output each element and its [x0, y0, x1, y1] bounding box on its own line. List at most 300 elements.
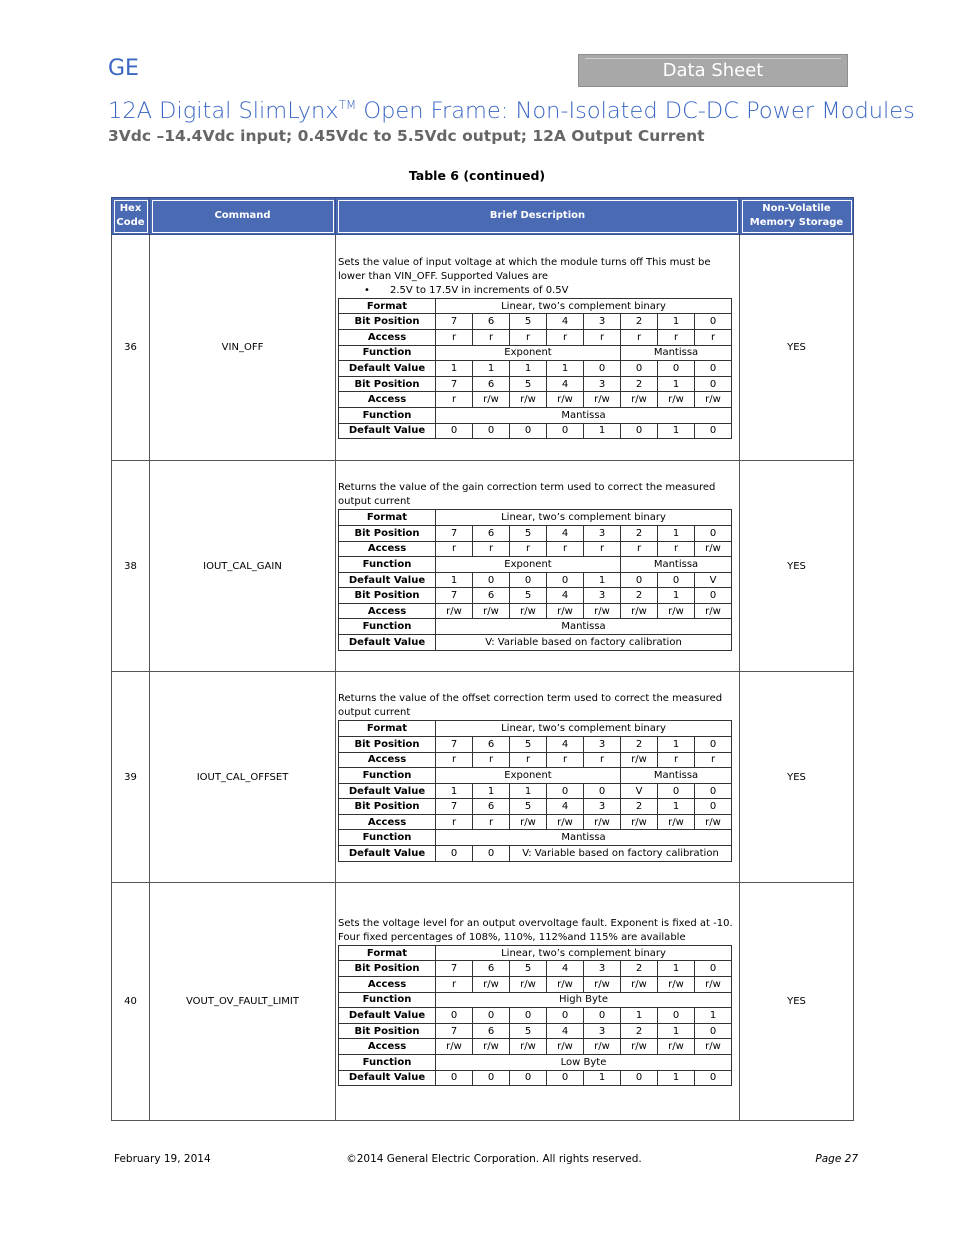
register-value: 7 [436, 1023, 473, 1039]
command-name-cell: IOUT_CAL_OFFSET [150, 672, 336, 883]
data-sheet-banner [578, 54, 848, 87]
register-value: r [658, 752, 695, 768]
register-value: 1 [658, 961, 695, 977]
command-row [112, 883, 854, 1121]
register-label: Default Value [339, 1070, 436, 1086]
register-value: 6 [473, 588, 510, 604]
register-value: 6 [473, 961, 510, 977]
register-row [339, 846, 732, 862]
register-value: V [695, 572, 732, 588]
register-value: 2 [621, 961, 658, 977]
register-value: 0 [695, 314, 732, 330]
header-hex-code-l1: Hex [119, 203, 142, 214]
register-value: r [473, 330, 510, 346]
description-cell [336, 883, 740, 1121]
register-value: r/w [621, 752, 658, 768]
register-value: 0 [621, 1070, 658, 1086]
register-value: 4 [547, 961, 584, 977]
register-value: Low Byte [436, 1054, 732, 1070]
memory-storage-cell: YES [740, 672, 854, 883]
register-value: 0 [584, 1008, 621, 1024]
register-value: Mantissa [436, 619, 732, 635]
register-value: Mantissa [436, 407, 732, 423]
register-value: 0 [695, 588, 732, 604]
register-value: V: Variable based on factory calibration [436, 635, 732, 651]
register-label: Function [339, 619, 436, 635]
page-subtitle: 3Vdc –14.4Vdc input; 0.45Vdc to 5.5Vdc output; 12A Output Current [108, 127, 705, 145]
table-caption: Table 6 (continued) [408, 168, 546, 183]
register-value: r [695, 330, 732, 346]
register-label: Access [339, 541, 436, 557]
register-value: 1 [658, 588, 695, 604]
register-value: r/w [658, 392, 695, 408]
register-value: 1 [473, 361, 510, 377]
register-value: 6 [473, 1023, 510, 1039]
register-label: Access [339, 977, 436, 993]
register-value: 0 [436, 1070, 473, 1086]
register-label: Function [339, 407, 436, 423]
register-value: r [436, 541, 473, 557]
register-label: Format [339, 298, 436, 314]
register-value: r/w [510, 392, 547, 408]
register-value: 0 [658, 1008, 695, 1024]
description-cell [336, 672, 740, 883]
register-value: 3 [584, 961, 621, 977]
register-label: Default Value [339, 361, 436, 377]
register-label: Function [339, 1054, 436, 1070]
register-label: Function [339, 992, 436, 1008]
register-value: r [547, 330, 584, 346]
register-table [338, 945, 732, 1086]
header-hex-code-l2: Code [116, 217, 145, 228]
register-value: r/w [510, 814, 547, 830]
register-value: r/w [658, 603, 695, 619]
register-value: 0 [658, 572, 695, 588]
register-value: 1 [584, 572, 621, 588]
register-value: Exponent [436, 557, 621, 573]
register-row [339, 392, 732, 408]
register-row [339, 298, 732, 314]
register-table [338, 509, 732, 650]
register-row [339, 1054, 732, 1070]
register-value: 0 [436, 423, 473, 439]
register-value: 0 [695, 961, 732, 977]
register-value: 1 [658, 314, 695, 330]
register-value: r/w [510, 603, 547, 619]
register-value: Mantissa [436, 830, 732, 846]
register-value: 1 [658, 525, 695, 541]
hex-code-cell: 36 [112, 235, 150, 461]
register-value: r/w [547, 814, 584, 830]
register-value: 0 [695, 376, 732, 392]
register-value: Linear, two’s complement binary [436, 510, 732, 526]
ge-logo: GE [108, 56, 139, 81]
register-row [339, 721, 732, 737]
register-value: 0 [547, 783, 584, 799]
register-row [339, 945, 732, 961]
register-label: Default Value [339, 635, 436, 651]
register-label: Bit Position [339, 736, 436, 752]
register-value: 1 [473, 783, 510, 799]
register-row [339, 736, 732, 752]
register-value: r/w [658, 814, 695, 830]
register-value: r [658, 330, 695, 346]
register-value: r [473, 814, 510, 830]
register-value: Mantissa [621, 345, 732, 361]
register-value: 2 [621, 525, 658, 541]
register-value: 2 [621, 588, 658, 604]
register-value: r/w [510, 977, 547, 993]
register-row [339, 541, 732, 557]
register-row [339, 619, 732, 635]
register-row [339, 345, 732, 361]
footer-page-number: Page 27 [815, 1153, 858, 1165]
register-value: 0 [658, 361, 695, 377]
register-table [338, 298, 732, 439]
register-value: r [473, 752, 510, 768]
register-value: 0 [547, 423, 584, 439]
register-value: 1 [510, 783, 547, 799]
register-value: Exponent [436, 345, 621, 361]
memory-storage-cell: YES [740, 883, 854, 1121]
register-value: r [510, 752, 547, 768]
register-value: 2 [621, 1023, 658, 1039]
register-value: r/w [695, 977, 732, 993]
footer-date: February 19, 2014 [114, 1153, 211, 1165]
register-row [339, 588, 732, 604]
register-value: 7 [436, 525, 473, 541]
description-text: Returns the value of the gain correction term used to correct the measured output current [338, 482, 716, 508]
register-row [339, 1070, 732, 1086]
register-value: r/w [695, 541, 732, 557]
header-command: Command [150, 198, 336, 235]
register-value: 0 [621, 423, 658, 439]
register-value: r [621, 330, 658, 346]
register-row [339, 635, 732, 651]
register-value: Linear, two’s complement binary [436, 298, 732, 314]
register-value: 0 [547, 572, 584, 588]
register-row [339, 752, 732, 768]
register-value: r [547, 541, 584, 557]
register-label: Default Value [339, 1008, 436, 1024]
register-value: r [436, 752, 473, 768]
register-value: 1 [584, 423, 621, 439]
register-value: 0 [584, 361, 621, 377]
register-label: Access [339, 1039, 436, 1055]
register-value: 4 [547, 376, 584, 392]
pmbus-command-table [111, 197, 854, 1121]
register-value: 5 [510, 588, 547, 604]
register-value: 7 [436, 799, 473, 815]
description-text: Sets the value of input voltage at which the module turns off This must be lower than VIN_OFF. Supported Values are [338, 256, 711, 282]
register-value: r/w [584, 392, 621, 408]
hex-code-cell: 39 [112, 672, 150, 883]
register-value: 0 [695, 525, 732, 541]
register-value: 5 [510, 961, 547, 977]
memory-storage-cell: YES [740, 461, 854, 672]
register-value: 2 [621, 799, 658, 815]
register-label: Format [339, 721, 436, 737]
register-label: Bit Position [339, 525, 436, 541]
register-value: 0 [547, 1070, 584, 1086]
register-row [339, 330, 732, 346]
register-value: 0 [584, 783, 621, 799]
register-value: 5 [510, 736, 547, 752]
register-label: Access [339, 752, 436, 768]
register-label: Bit Position [339, 799, 436, 815]
register-row [339, 961, 732, 977]
command-row [112, 235, 854, 461]
register-value: 0 [658, 783, 695, 799]
register-value: 0 [695, 1023, 732, 1039]
register-value: V: Variable based on factory calibration [510, 846, 732, 862]
register-row [339, 361, 732, 377]
register-value: 0 [510, 1008, 547, 1024]
register-label: Function [339, 768, 436, 784]
register-value: Linear, two’s complement binary [436, 721, 732, 737]
register-value: 1 [658, 423, 695, 439]
register-label: Function [339, 830, 436, 846]
register-label: Bit Position [339, 961, 436, 977]
register-value: r [547, 752, 584, 768]
register-value: r/w [547, 1039, 584, 1055]
register-value: 4 [547, 736, 584, 752]
register-row [339, 572, 732, 588]
register-label: Default Value [339, 423, 436, 439]
register-value: r/w [695, 814, 732, 830]
register-label: Function [339, 557, 436, 573]
register-value: r [510, 541, 547, 557]
register-value: Mantissa [621, 557, 732, 573]
register-value: r/w [436, 603, 473, 619]
register-row [339, 992, 732, 1008]
register-value: 1 [658, 736, 695, 752]
register-value: r [510, 330, 547, 346]
register-value: 0 [436, 846, 473, 862]
register-row [339, 525, 732, 541]
register-value: r/w [584, 977, 621, 993]
header-memory-storage [740, 198, 854, 235]
register-label: Access [339, 330, 436, 346]
description-text: Returns the value of the offset correction term used to correct the measured output current [338, 693, 723, 719]
command-name-cell: IOUT_CAL_GAIN [150, 461, 336, 672]
register-value: 1 [658, 1070, 695, 1086]
register-label: Bit Position [339, 588, 436, 604]
register-label: Access [339, 392, 436, 408]
register-row [339, 314, 732, 330]
register-value: 0 [473, 1008, 510, 1024]
header-memory-storage-l2: Memory Storage [749, 217, 844, 228]
register-value: r/w [547, 603, 584, 619]
register-value: r/w [510, 1039, 547, 1055]
register-value: 1 [510, 361, 547, 377]
header-hex-code [112, 198, 150, 235]
hex-code-cell: 40 [112, 883, 150, 1121]
header-memory-storage-l1: Non-Volatile [762, 203, 831, 214]
register-value: 7 [436, 736, 473, 752]
register-row [339, 799, 732, 815]
register-value: 0 [436, 1008, 473, 1024]
register-row [339, 510, 732, 526]
register-label: Bit Position [339, 1023, 436, 1039]
register-value: 0 [621, 572, 658, 588]
register-value: Exponent [436, 768, 621, 784]
register-table [338, 720, 732, 861]
register-value: 0 [510, 1070, 547, 1086]
register-value: 5 [510, 525, 547, 541]
register-value: r/w [621, 603, 658, 619]
register-value: 0 [473, 423, 510, 439]
register-value: 6 [473, 799, 510, 815]
register-row [339, 783, 732, 799]
register-row [339, 423, 732, 439]
register-value: 2 [621, 314, 658, 330]
register-value: 4 [547, 314, 584, 330]
register-row [339, 977, 732, 993]
register-value: 0 [621, 361, 658, 377]
register-value: 4 [547, 1023, 584, 1039]
register-value: r/w [658, 977, 695, 993]
register-value: High Byte [436, 992, 732, 1008]
register-value: r [695, 752, 732, 768]
register-value: 1 [658, 1023, 695, 1039]
register-value: 7 [436, 314, 473, 330]
register-value: r [436, 392, 473, 408]
register-value: 3 [584, 736, 621, 752]
footer-copyright: ©2014 General Electric Corporation. All rights reserved. [346, 1153, 642, 1165]
register-label: Format [339, 510, 436, 526]
register-value: r/w [584, 603, 621, 619]
memory-storage-cell: YES [740, 235, 854, 461]
register-value: r/w [473, 603, 510, 619]
register-value: 1 [436, 361, 473, 377]
register-value: 0 [695, 423, 732, 439]
register-label: Access [339, 814, 436, 830]
register-value: 0 [695, 783, 732, 799]
banner-label: Data Sheet [662, 60, 764, 81]
register-value: r [584, 752, 621, 768]
register-row [339, 768, 732, 784]
bullet-icon: • [364, 284, 370, 296]
register-row [339, 603, 732, 619]
register-value: r/w [695, 392, 732, 408]
register-value: 5 [510, 376, 547, 392]
register-value: 1 [584, 1070, 621, 1086]
register-row [339, 1039, 732, 1055]
register-value: r/w [584, 814, 621, 830]
register-value: 3 [584, 588, 621, 604]
register-value: 0 [510, 572, 547, 588]
register-value: Mantissa [621, 768, 732, 784]
register-value: 4 [547, 799, 584, 815]
title-rest: Open Frame: Non-Isolated DC-DC Power Modules [356, 98, 915, 124]
register-label: Default Value [339, 846, 436, 862]
page-title [108, 98, 915, 124]
register-value: 7 [436, 961, 473, 977]
title-main: 12A Digital SlimLynx [108, 98, 339, 124]
register-value: 6 [473, 525, 510, 541]
register-value: 0 [695, 799, 732, 815]
register-value: 4 [547, 588, 584, 604]
register-value: 0 [510, 423, 547, 439]
register-row [339, 376, 732, 392]
register-value: r [621, 541, 658, 557]
register-row [339, 557, 732, 573]
register-value: r/w [695, 603, 732, 619]
command-name-cell: VOUT_OV_FAULT_LIMIT [150, 883, 336, 1121]
register-value: 3 [584, 525, 621, 541]
register-value: r/w [473, 977, 510, 993]
description-bullet [338, 284, 737, 298]
register-value: r/w [547, 392, 584, 408]
register-row [339, 1008, 732, 1024]
register-row [339, 814, 732, 830]
register-value: 1 [436, 572, 473, 588]
register-value: 5 [510, 1023, 547, 1039]
register-value: 2 [621, 736, 658, 752]
register-value: r [436, 814, 473, 830]
command-row [112, 461, 854, 672]
hex-code-cell: 38 [112, 461, 150, 672]
register-value: r/w [436, 1039, 473, 1055]
register-value: 4 [547, 525, 584, 541]
register-label: Default Value [339, 572, 436, 588]
register-label: Bit Position [339, 376, 436, 392]
register-value: 1 [621, 1008, 658, 1024]
register-value: 0 [695, 1070, 732, 1086]
register-value: r/w [621, 392, 658, 408]
command-name-cell: VIN_OFF [150, 235, 336, 461]
register-value: V [621, 783, 658, 799]
register-value: 7 [436, 376, 473, 392]
command-row [112, 672, 854, 883]
register-value: r/w [621, 977, 658, 993]
register-value: 5 [510, 799, 547, 815]
register-value: 1 [436, 783, 473, 799]
register-value: 0 [695, 736, 732, 752]
description-cell [336, 235, 740, 461]
register-label: Bit Position [339, 314, 436, 330]
register-value: 3 [584, 1023, 621, 1039]
register-value: 0 [547, 1008, 584, 1024]
register-value: r/w [473, 392, 510, 408]
register-value: 1 [547, 361, 584, 377]
register-value: 1 [658, 799, 695, 815]
register-value: 6 [473, 314, 510, 330]
register-value: r/w [621, 1039, 658, 1055]
bullet-text: 2.5V to 17.5V in increments of 0.5V [390, 284, 569, 296]
register-value: r/w [621, 814, 658, 830]
register-value: 3 [584, 799, 621, 815]
register-value: 7 [436, 588, 473, 604]
description-text: Four fixed percentages of 108%, 110%, 112%and 115% are available [338, 931, 686, 943]
register-value: r [473, 541, 510, 557]
register-value: 1 [658, 376, 695, 392]
register-value: 3 [584, 314, 621, 330]
register-value: 1 [695, 1008, 732, 1024]
description-text: Sets the voltage level for an output overvoltage fault. Exponent is fixed at -10. [338, 917, 733, 929]
register-label: Function [339, 345, 436, 361]
description-cell [336, 461, 740, 672]
register-label: Default Value [339, 783, 436, 799]
register-value: 0 [473, 572, 510, 588]
register-row [339, 1023, 732, 1039]
register-value: 3 [584, 376, 621, 392]
register-value: 0 [695, 361, 732, 377]
register-value: r [658, 541, 695, 557]
register-value: 0 [473, 846, 510, 862]
register-label: Access [339, 603, 436, 619]
